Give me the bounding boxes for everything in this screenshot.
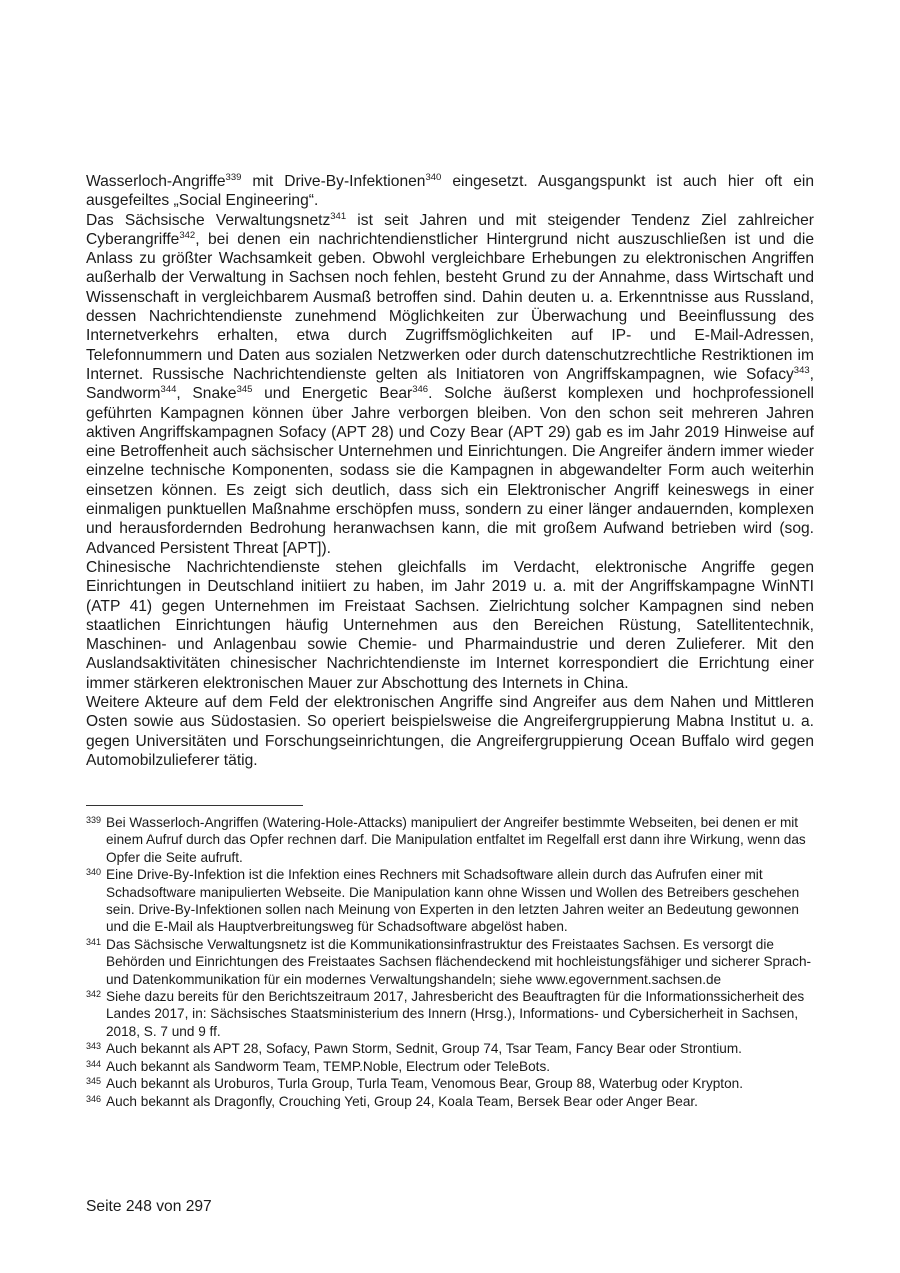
- page-number: Seite 248 von 297: [86, 1198, 212, 1215]
- body-text: [86, 172, 814, 770]
- footnote-reference: 343: [793, 364, 810, 376]
- footnotes: [86, 814, 814, 1110]
- paragraph-1: Wasserloch-Angriffe$^{339}$ mit Drive-By-Infektionen$^{340}$ eingesetzt. Ausgangspunkt ist auch hier oft ein ausgefeiltes „Social Engineering“.: [86, 172, 815, 210]
- footnote-number: 344: [86, 1058, 102, 1069]
- footnote-reference: 345: [236, 384, 253, 396]
- footnote-number: 345: [86, 1076, 102, 1087]
- footnote-number: 343: [86, 1041, 102, 1052]
- footnote-reference: 339: [225, 172, 242, 183]
- footnote: [86, 936, 814, 988]
- footnote: [86, 1093, 814, 1110]
- footnote-number: 342: [86, 989, 102, 1000]
- footnote-number: 346: [86, 1093, 102, 1104]
- paragraph-4: Weitere Akteure auf dem Feld der elektronischen Angriffe sind Angreifer aus dem Nahen und Mittleren Osten sowie aus Südostasien. So operiert beispielsweise die Angreifergruppierung Mabna Institut u. a. gegen Universitäten und Forschungseinrichtungen, die Angreifergruppierung Ocean Buffalo wird gegen Automobilzulieferer tätig.: [86, 694, 814, 769]
- footnote: [86, 866, 814, 936]
- footnote-text: Das Sächsische Verwaltungsnetz ist die Kommunikationsinfrastruktur des Freistaates Sachsen. Es versorgt die Behörden und Einrichtungen des Freistaates Sachsen flächendeckend mit hochleistungsfähiger und sicherer Sprach- und Datenkommunikation für ein modernes Verwaltungshandeln; siehe www.egovernment.sachsen.de: [106, 936, 812, 987]
- footnote-reference: 344: [160, 384, 177, 396]
- footnote-text: Auch bekannt als Uroburos, Turla Group, Turla Team, Venomous Bear, Group 88, Waterbug oder Krypton.: [106, 1076, 743, 1092]
- footnote-text: Bei Wasserloch-Angriffen (Watering-Hole-Attacks) manipuliert der Angreifer bestimmte Webseiten, bei denen er mit einem Aufruf durch das Opfer rechnen darf. Die Manipulation entfaltet im Regelfall erst dann ihre Wirkung, wenn das Opfer die Seite aufruft.: [106, 815, 806, 865]
- footnote-text: Siehe dazu bereits für den Berichtszeitraum 2017, Jahresbericht des Beauftragten für die Informationssicherheit des Landes 2017, in: Sächsisches Staatsministerium des Innern (Hrsg.), Informations- und Cybersicherheit in Sachsen, 2018, S. 7 und 9 ff.: [106, 989, 805, 1039]
- footnote: [86, 988, 814, 1040]
- footnote: [86, 1058, 814, 1075]
- footnote-text: Eine Drive-By-Infektion ist die Infektion eines Rechners mit Schadsoftware allein durch das Aufrufen einer mit Schadsoftware manipulierten Webseite. Die Manipulation kann ohne Wissen und Wollen des Betreibers geschehen sein. Drive-By-Infektionen sollen nach Meinung von Experten in den letzten Jahren weiter an Bedeutung gewonnen und die E-Mail als Hauptverbreitungsweg für Schadsoftware abgelöst haben.: [106, 867, 800, 935]
- footnote-reference: 342: [179, 229, 196, 241]
- paragraph-2: Das Sächsische Verwaltungsnetz$^{341}$ ist seit Jahren und mit steigender Tendenz Ziel zahlreicher Cyberangriffe$^{342}$, bei denen ein nachrichtendienstlicher Hintergrund nicht auszuschließen ist und die Anlass zu größter Wachsamkeit geben. Obwohl vergleichbare Erhebungen zu elektronischen Angriffen außerhalb der Verwaltung in Sachsen noch fehlen, besteht Grund zu der Annahme, dass Wirtschaft und Wissenschaft in vergleichbarem Ausmaß betroffen sind. Dahin deuten u. a. Erkenntnisse aus Russland, dessen Nachrichtendienste zunehmend Möglichkeiten zur Überwachung und Beeinflussung des Internetverkehrs erhalten, etwa durch Zugriffsmöglichkeiten auf IP- und E-Mail-Adressen, Telefonnummern und Daten aus sozialen Netzwerken oder durch datenschutzrechtliche Restriktionen im Internet. Russische Nachrichtendienste gelten als Initiatoren von Angriffskampagnen, wie Sofacy$^{343}$, Sandworm$^{344}$, Snake$^{345}$ und Energetic Bear$^{346}$. Solche äußerst komplexen und hochprofessionell geführten Kampagnen können über Jahre verborgen bleiben. Von den schon seit mehreren Jahren aktiven Angriffskampagnen Sofacy (APT 28) und Cozy Bear (APT 29) gab es im Jahr 2019 Hinweise auf eine Betroffenheit auch sächsischer Unternehmen und Einrichtungen. Die Angreifer ändern immer wieder einzelne technische Komponenten, sodass sie die Kampagnen in abgewandelter Form auch weiterhin einsetzen können. Es zeigt sich deutlich, dass sich ein Elektronischer Angriff keineswegs in einer einmaligen punktuellen Maßnahme erschöpfen muss, sondern zu einer länger andauernden, komplexen und herausfordernden Bedrohung heranwachsen kann, die mit großem Aufwand betrieben wird (sog. Advanced Persistent Threat [APT]).: [86, 210, 814, 557]
- footnote-number: 341: [86, 936, 102, 947]
- footnote-reference: 341: [330, 210, 347, 222]
- footnote-text: Auch bekannt als Sandworm Team, TEMP.Noble, Electrum oder TeleBots.: [106, 1058, 551, 1074]
- paragraph-3: Chinesische Nachrichtendienste stehen gleichfalls im Verdacht, elektronische Angriffe gegen Einrichtungen in Deutschland initiiert zu haben, im Jahr 2019 u. a. mit der Angriffskampagne WinNTI (ATP 41) gegen Unternehmen im Freistaat Sachsen. Zielrichtung solcher Kampagnen sind neben staatlichen Einrichtungen häufig Unternehmen aus den Bereichen Rüstung, Satellitentechnik, Maschinen- und Anlagenbau sowie Chemie- und Pharmaindustrie und deren Zulieferer. Mit den Auslandsaktivitäten chinesischer Nachrichtendienste im Internet korrespondiert die Errichtung einer immer stärkeren elektronischen Mauer zur Abschottung des Internets in China.: [86, 558, 814, 692]
- footnote-text: Auch bekannt als APT 28, Sofacy, Pawn Storm, Sednit, Group 74, Tsar Team, Fancy Bear oder Strontium.: [106, 1041, 742, 1057]
- footnote-separator: [86, 805, 303, 806]
- footnote-number: 339: [86, 815, 102, 825]
- footnote: [86, 1075, 814, 1092]
- footnote-text: Auch bekannt als Dragonfly, Crouching Yeti, Group 24, Koala Team, Bersek Bear oder Anger Bear.: [106, 1093, 698, 1109]
- footnote: [86, 814, 814, 866]
- footnote-reference: 346: [412, 384, 429, 396]
- footnote-reference: 340: [425, 172, 442, 183]
- footnote-number: 340: [86, 867, 102, 878]
- footnote: [86, 1040, 814, 1057]
